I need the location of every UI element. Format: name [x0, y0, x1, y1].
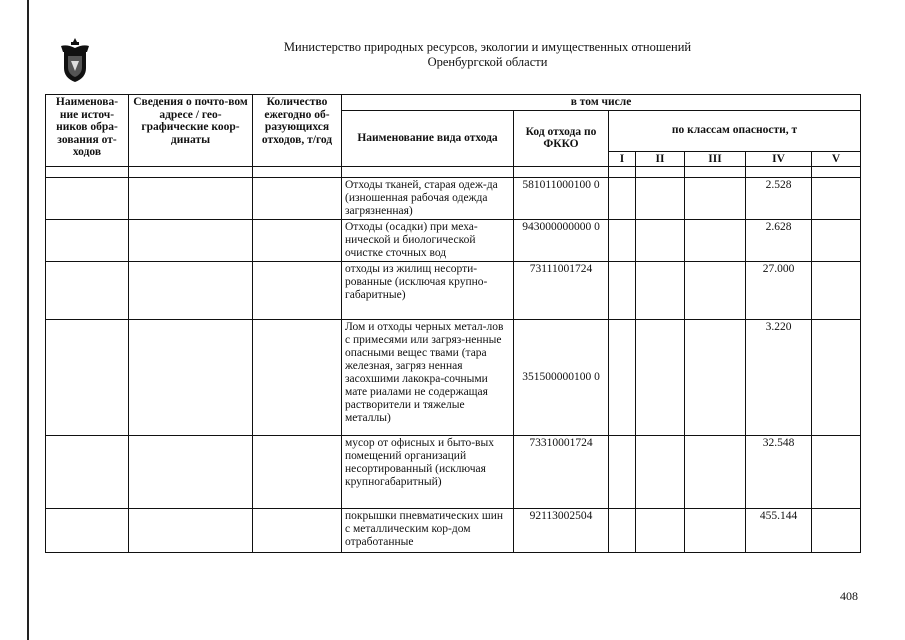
header-class-i: I: [609, 151, 636, 167]
class-iv-value: 2.528: [746, 178, 812, 220]
region-name: Оренбургской области: [427, 55, 548, 69]
fkko-code-cell: 73310001724: [514, 436, 609, 509]
ministry-name: Министерство природных ресурсов, экологии и имущественных отношений: [283, 40, 692, 54]
coat-of-arms-icon: [58, 36, 92, 84]
waste-name-cell: Лом и отходы черных метал-лов с примесями или загряз-ненные опасными вещес твами (тара железная, загряз ненная засохшими лакокра-сочными мате риалами не содержащая растворители и тяжелые металлы): [342, 320, 514, 436]
waste-name-cell: отходы из жилищ несорти-рованные (исключая крупно-габаритные): [342, 262, 514, 320]
header-hazard-classes: по классам опасности, т: [609, 110, 861, 151]
class-iv-value: 2.628: [746, 220, 812, 262]
class-iv-value: 32.548: [746, 436, 812, 509]
waste-name-cell: мусор от офисных и быто-вых помещений организаций несортированный (исключая крупногабаритный): [342, 436, 514, 509]
header-class-iv: IV: [746, 151, 812, 167]
spacer-row: [46, 167, 861, 178]
waste-name-cell: покрышки пневматических шин с металлическим кор-дом отработанные: [342, 509, 514, 553]
page-number: 408: [840, 589, 858, 603]
fkko-code-cell: 92113002504: [514, 509, 609, 553]
header-address: Сведения о почто-вом адресе / гео-графические коор-динаты: [129, 95, 253, 167]
table-row: [46, 178, 861, 220]
class-iv-value: 455.144: [746, 509, 812, 553]
header-including: в том числе: [342, 95, 861, 111]
fkko-code-cell: 73111001724: [514, 262, 609, 320]
header-row-1: [46, 95, 861, 111]
header-waste-name: Наименование вида отхода: [342, 110, 514, 167]
header-class-iii: III: [685, 151, 746, 167]
header-fkko-code: Код отхода по ФККО: [514, 110, 609, 167]
table-row: [46, 509, 861, 553]
table-row: [46, 436, 861, 509]
page-edge-rule: [27, 0, 29, 640]
class-iv-value: 27.000: [746, 262, 812, 320]
class-iv-value: 3.220: [746, 320, 812, 436]
waste-name-cell: Отходы (осадки) при меха-нической и биологической очистке сточных вод: [342, 220, 514, 262]
fkko-code-cell: 351500000100 0: [514, 320, 609, 436]
header-class-v: V: [812, 151, 861, 167]
table-row: [46, 262, 861, 320]
table-row: [46, 320, 861, 436]
waste-name-cell: Отходы тканей, старая одеж-да (изношенная рабочая одежда загрязненная): [342, 178, 514, 220]
fkko-code-cell: 581011000100 0: [514, 178, 609, 220]
header-quantity: Количество ежегодно об-разующихся отходов, т/год: [253, 95, 342, 167]
fkko-code-cell: 943000000000 0: [514, 220, 609, 262]
header-source: Наименова-ние источ-ников обра-зования от-ходов: [46, 95, 129, 167]
waste-table: [45, 94, 861, 553]
table-row: [46, 220, 861, 262]
document-header: [100, 40, 875, 70]
header-class-ii: II: [636, 151, 685, 167]
